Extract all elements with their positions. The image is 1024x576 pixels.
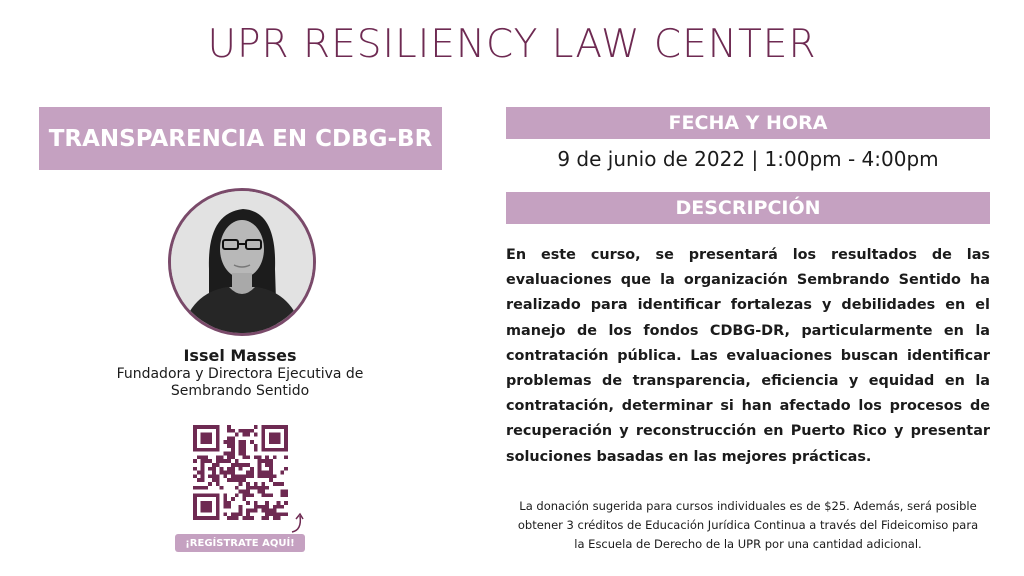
speaker-portrait-image xyxy=(171,191,313,333)
description-heading: DESCRIPCIÓN xyxy=(675,197,821,219)
page-title: UPR RESILIENCY LAW CENTER xyxy=(207,22,817,67)
event-datetime: 9 de junio de 2022 | 1:00pm - 4:00pm xyxy=(557,147,939,171)
description-text: En este curso, se presentará los resultados de las evaluaciones que la organización Sembrando Sentido ha realizado para identificar fortalezas y debilidades en el manejo de los fondos CDBG-DR, particularmente en la contratación pública. Las evaluaciones buscan identificar problemas de transparencia, eficiencia y equidad en la contratación, determinar si han afectado los procesos de recuperación y reconstrucción en Puerto Rico y presentar soluciones basadas en las mejores prácticas. xyxy=(506,247,990,465)
speaker-role xyxy=(40,366,440,400)
schedule-heading: FECHA Y HORA xyxy=(668,112,828,134)
speaker-photo xyxy=(168,188,316,336)
speaker-role-line-2: Sembrando Sentido xyxy=(170,383,310,399)
qr-code-icon[interactable] xyxy=(193,425,288,520)
register-button[interactable] xyxy=(175,534,305,552)
donation-note-line-3: la Escuela de Derecho de la UPR por una cantidad adicional. xyxy=(574,537,922,551)
speaker-role-line-1: Fundadora y Directora Ejecutiva de xyxy=(116,366,364,382)
course-title: TRANSPARENCIA EN CDBG-BR xyxy=(48,125,433,152)
schedule-heading-bar xyxy=(506,107,990,139)
register-button-label: ¡REGÍSTRATE AQUÍ! xyxy=(185,537,295,549)
donation-note-line-1: La donación sugerida para cursos individuales es de $25. Además, será posible xyxy=(519,499,977,513)
donation-note-line-2: obtener 3 créditos de Educación Jurídica Continua a través del Fideicomiso para xyxy=(517,518,979,532)
donation-note xyxy=(500,497,996,554)
description-heading-bar xyxy=(506,192,990,224)
curved-arrow-icon xyxy=(288,512,308,534)
speaker-name: Issel Masses xyxy=(183,346,297,365)
course-title-banner xyxy=(39,107,442,170)
